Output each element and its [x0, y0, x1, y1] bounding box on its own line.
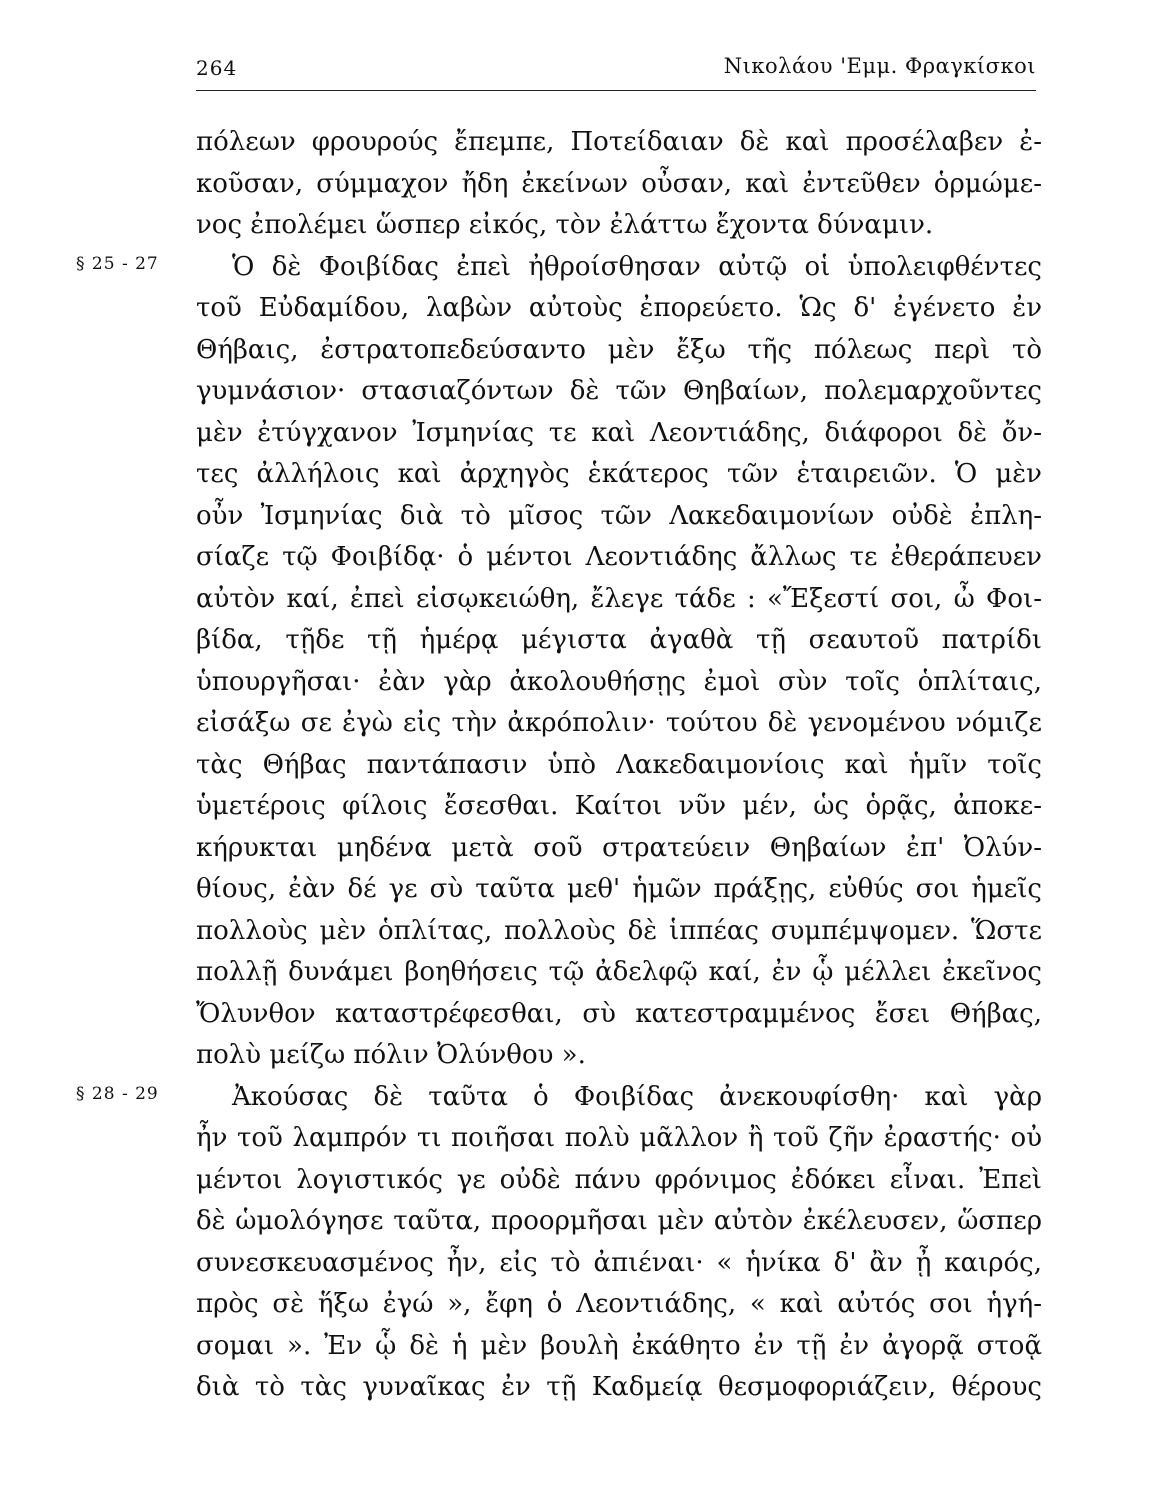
text-line: μέντοι λογιστικός γε οὐδὲ πάνυ φρόνιμος ἐδόκει εἶναι. Ἐπεὶ — [196, 1164, 1042, 1195]
text-line: κοῦσαν, σύμμαχον ἤδη ἐκείνων οὖσαν, καὶ ἐντεῦθεν ὁρμώμε- — [196, 168, 1042, 199]
text-line: Ὄλυνθον καταστρέφεσθαι, σὺ κατεστραμμένος ἔσει Θήβας, — [196, 998, 1042, 1029]
text-line: Ἀκούσας δὲ ταῦτα ὁ Φοιβίδας ἀνεκουφίσθη· καὶ γὰρ — [232, 1081, 1042, 1112]
text-line: ἦν τοῦ λαμπρόν τι ποιῆσαι πολὺ μᾶλλον ἢ τοῦ ζῆν ἐραστής· οὐ — [196, 1123, 1042, 1153]
text-line: διὰ τὸ τὰς γυναῖκας ἐν τῇ Καδμείᾳ θεσμοφοριάζειν, θέρους — [196, 1372, 1042, 1402]
text-line: αὐτὸν καί, ἐπεὶ εἰσῳκειώθη, ἔλεγε τάδε : «Ἔξεστί σοι, ὦ Φοι- — [196, 583, 1042, 614]
text-line: πολλῇ δυνάμει βοηθήσεις τῷ ἀδελφῷ καί, ἐν ᾧ μέλλει ἐκεῖνος — [196, 957, 1042, 987]
text-line: πόλεων φρουρούς ἔπεμπε, Ποτείδαιαν δὲ καὶ προσέλαβεν ἐ- — [196, 127, 1042, 157]
running-head: Νικολάου 'Εμμ. Φραγκίσκοι — [723, 54, 1036, 78]
text-line: πρὸς σὲ ἥξω ἐγώ », ἔφη ὁ Λεοντιάδης, « καὶ αὐτός σοι ἡγή- — [196, 1289, 1042, 1319]
text-line: τοῦ Εὐδαμίδου, λαβὼν αὐτοὺς ἐπορεύετο. Ὡς δ' ἐγένετο ἐν — [196, 293, 1042, 323]
text-line: πολὺ μείζω πόλιν Ὀλύνθου ». — [196, 1040, 586, 1070]
text-line: τὰς Θήβας παντάπασιν ὑπὸ Λακεδαιμονίοις καὶ ἡμῖν τοῖς — [196, 749, 1042, 780]
text-line: σομαι ». Ἐν ᾧ δὲ ἡ μὲν βουλὴ ἐκάθητο ἐν τῇ ἐν ἀγορᾷ στοᾷ — [196, 1330, 1042, 1361]
text-line: τες ἀλλήλοις καὶ ἀρχηγὸς ἑκάτερος τῶν ἑταιρειῶν. Ὁ μὲν — [196, 459, 1042, 489]
text-line: γυμνάσιον· στασιαζόντων δὲ τῶν Θηβαίων, πολεμαρχοῦντες — [196, 376, 1042, 406]
text-line: οὖν Ἰσμηνίας διὰ τὸ μῖσος τῶν Λακεδαιμονίων οὐδὲ ἐπλη- — [196, 500, 1042, 531]
text-line: δὲ ὡμολόγησε ταῦτα, προορμῆσαι μὲν αὐτὸν ἐκέλευσεν, ὥσπερ — [196, 1206, 1042, 1236]
text-line: βίδα, τῇδε τῇ ἡμέρᾳ μέγιστα ἀγαθὰ τῇ σεαυτοῦ πατρίδι — [196, 625, 1042, 655]
text-line: μὲν ἐτύγχανον Ἰσμηνίας τε καὶ Λεοντιάδης, διάφοροι δὲ ὄν- — [196, 417, 1042, 448]
page-header — [196, 50, 1036, 90]
text-line: συνεσκευασμένος ἦν, εἰς τὸ ἀπιέναι· « ἡνίκα δ' ἂν ᾖ καιρός, — [196, 1247, 1042, 1278]
text-line: ὑμετέροις φίλοις ἔσεσθαι. Καίτοι νῦν μέν, ὡς ὁρᾷς, ἀποκε- — [196, 791, 1042, 821]
text-line: κήρυκται μηδένα μετὰ σοῦ στρατεύειν Θηβαίων ἐπ' Ὀλύν- — [196, 832, 1042, 863]
marginal-note-section-28-29: § 28 - 29 — [76, 1084, 159, 1104]
text-line: Θήβαις, ἐστρατοπεδεύσαντο μὲν ἔξω τῆς πόλεως περὶ τὸ — [196, 334, 1042, 365]
text-line: σίαζε τῷ Φοιβίδᾳ· ὁ μέντοι Λεοντιάδης ἄλλως τε ἐθεράπευεν — [196, 542, 1042, 572]
marginal-note-section-25-27: § 25 - 27 — [76, 254, 159, 274]
text-line: νος ἐπολέμει ὥσπερ εἰκός, τὸν ἐλάττω ἔχοντα δύναμιν. — [196, 210, 934, 240]
text-line: Ὁ δὲ Φοιβίδας ἐπεὶ ἠθροίσθησαν αὐτῷ οἱ ὑπολειφθέντες — [232, 251, 1042, 282]
text-line: θίους, ἐὰν δέ γε σὺ ταῦτα μεθ' ἡμῶν πράξῃς, εὐθύς σοι ἡμεῖς — [196, 874, 1042, 904]
text-line: πολλοὺς μὲν ὁπλίτας, πολλοὺς δὲ ἱππέας συμπέμψομεν. Ὥστε — [196, 915, 1042, 946]
body-text — [196, 122, 1042, 1409]
text-line: ὑπουργῆσαι· ἐὰν γὰρ ἀκολουθήσῃς ἐμοὶ σὺν τοῖς ὁπλίταις, — [196, 666, 1042, 697]
header-rule — [196, 90, 1036, 91]
text-line: εἰσάξω σε ἐγὼ εἰς τὴν ἀκρόπολιν· τούτου δὲ γενομένου νόμιζε — [196, 708, 1042, 738]
page-number: 264 — [196, 56, 238, 80]
